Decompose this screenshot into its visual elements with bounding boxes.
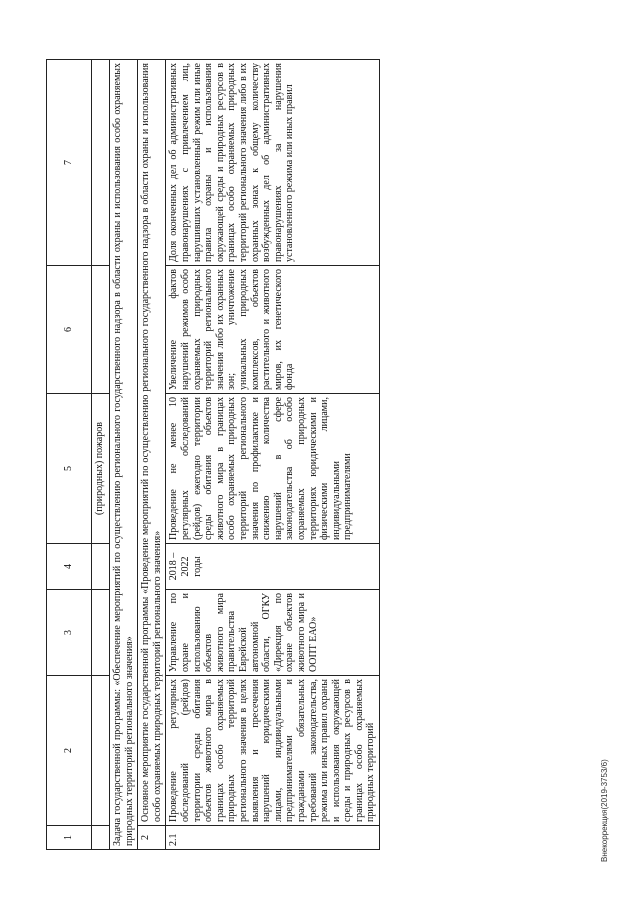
result-cell: Проведение не менее 10 регулярных обследований (рейдов) ежегодно территории среды обитания объектов животного мира в границах особо охраняемых природных территорий регионального значения по профилактике и снижению количества нарушений в сфере законодательства об особо охраняемых природных территориях юридическими и физическими лицами, индивидуальными предпринимателями	[166, 394, 380, 544]
fires-row	[92, 60, 110, 850]
main-event-number: 2	[138, 826, 166, 850]
header-cell: 5	[47, 394, 92, 544]
header-cell: 7	[47, 60, 92, 266]
event-name-cell: Проведение регулярных обследований (рейдов) территории среды обитания объектов животного мира в границах особо охраняемых природных территорий регионального значения в целях выявления и пресечения нарушений юридическими лицами, индивидуальными предпринимателями и гражданами обязательных требований законодательства, режима или иных правил охраны и использования окружающей среды и природных ресурсов в границах особо охраняемых природных территорий	[166, 676, 380, 826]
header-cell: 6	[47, 266, 92, 394]
main-event-text: Основное мероприятие государственной программы «Проведение мероприятий по осуществлению регионального государственного надзора в области охраны и использования особо охраняемых природных территорий регионального значения»	[138, 60, 166, 826]
task-row	[110, 60, 138, 850]
table-row	[166, 60, 380, 850]
row-number: 2.1	[166, 826, 380, 850]
period-cell: 2018 – 2022 годы	[166, 544, 380, 590]
consequences-cell: Увеличение фактов нарушений режимов особо охраняемых природных территорий регионального значения либо их охранных зон; уничтожение уникальных природных комплексов, объектов растительного и животного миров, их генетического фонда	[166, 266, 380, 394]
main-event-row	[138, 60, 166, 850]
indicator-cell: Доля оконченных дел об административных правонарушениях с привлечением лиц, нарушивших установленный режим или иные правила охраны и использования окружающей среды и природных ресурсов в границах особо охраняемых природных территорий регионального значения либо в их охранных зонах к общему количеству возбужденных дел об административных правонарушениях за нарушения установленного режима или иных правил	[166, 60, 380, 266]
rotated-page	[40, 30, 609, 862]
header-cell: 4	[47, 544, 92, 590]
header-cell: 2	[47, 676, 92, 826]
executor-cell: Управление по охране и использованию объектов животного мира правительства Еврейской автономной области, ОГКУ «Дирекция по охране объектов животного мира и ООПТ ЕАО»	[166, 590, 380, 676]
fires-fragment-cell: (природных) пожаров	[92, 394, 110, 544]
document-stamp: Внекоррекция(2019-3753/6)	[600, 759, 609, 862]
task-text: Задача государственной программы: «Обеспечение мероприятий по осуществлению регионального государственного надзора в области охраны и использования особо охраняемых природных территорий регионального значения»	[110, 60, 138, 850]
header-cell: 1	[47, 826, 92, 850]
program-table	[46, 59, 380, 850]
header-cell: 3	[47, 590, 92, 676]
header-row	[47, 60, 92, 850]
